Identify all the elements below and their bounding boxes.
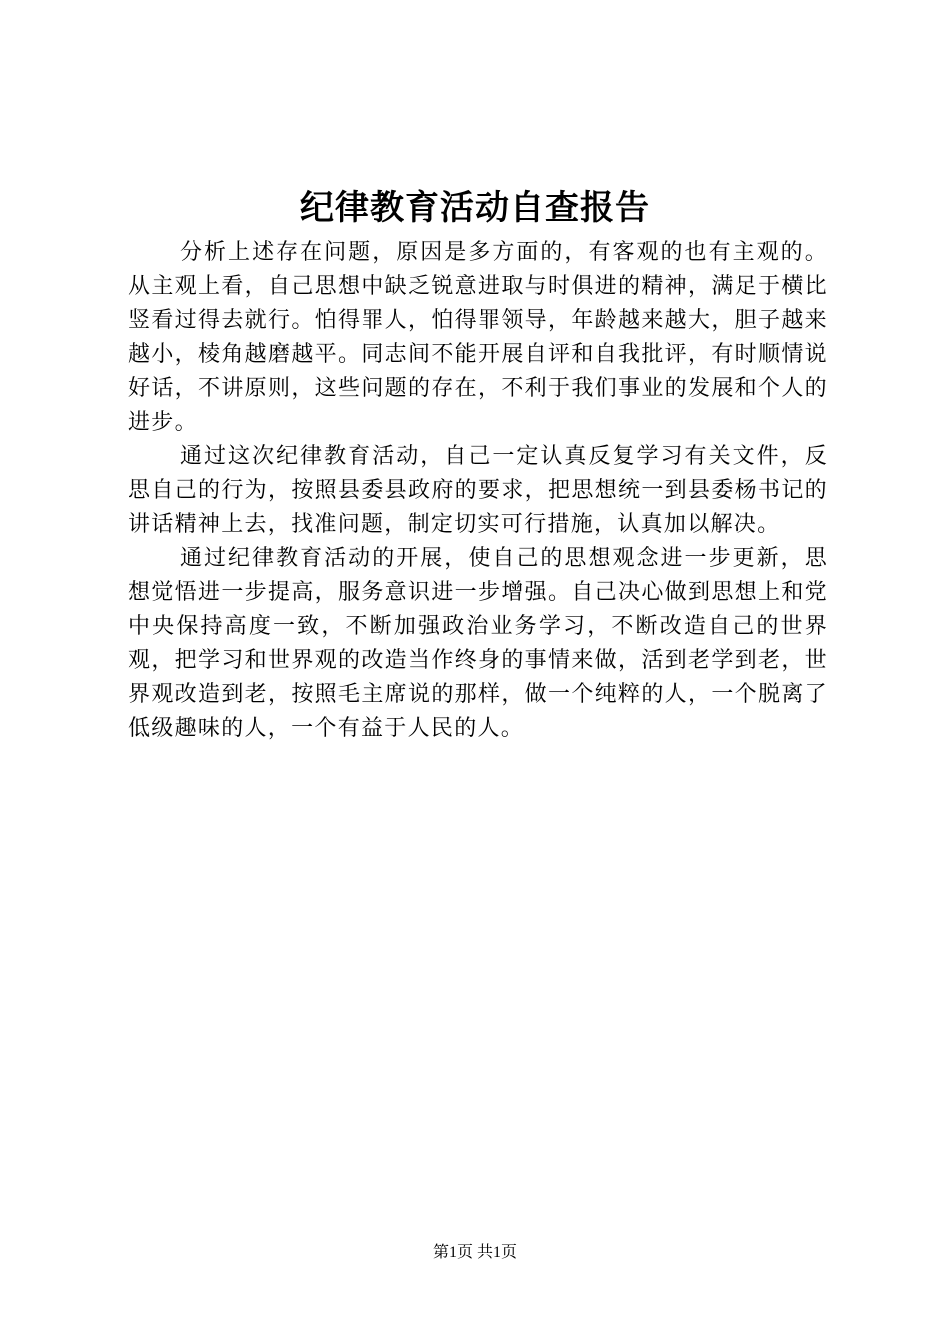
document-body (128, 236, 828, 746)
paragraph-1: 分析上述存在问题，原因是多方面的，有客观的也有主观的。从主观上看，自己思想中缺乏锐意进取与时俱进的精神，满足于横比竖看过得去就行。怕得罪人，怕得罪领导，年龄越来越大，胆子越来越小，棱角越磨越平。同志间不能开展自评和自我批评，有时顺情说好话，不讲原则，这些问题的存在，不利于我们事业的发展和个人的进步。 (128, 240, 828, 435)
paragraph-3: 通过纪律教育活动的开展，使自己的思想观念进一步更新，思想觉悟进一步提高，服务意识进一步增强。自己决心做到思想上和党中央保持高度一致，不断加强政治业务学习，不断改造自己的世界观，把学习和世界观的改造当作终身的事情来做，活到老学到老，世界观改造到老，按照毛主席说的那样，做一个纯粹的人，一个脱离了低级趣味的人，一个有益于人民的人。 (128, 546, 828, 741)
document-title: 纪律教育活动自查报告 (300, 188, 650, 228)
paragraph-2: 通过这次纪律教育活动，自己一定认真反复学习有关文件，反思自己的行为，按照县委县政府的要求，把思想统一到县委杨书记的讲话精神上去，找准问题，制定切实可行措施，认真加以解决。 (128, 444, 828, 537)
page-footer: 第1页 共1页 (432, 1244, 517, 1261)
